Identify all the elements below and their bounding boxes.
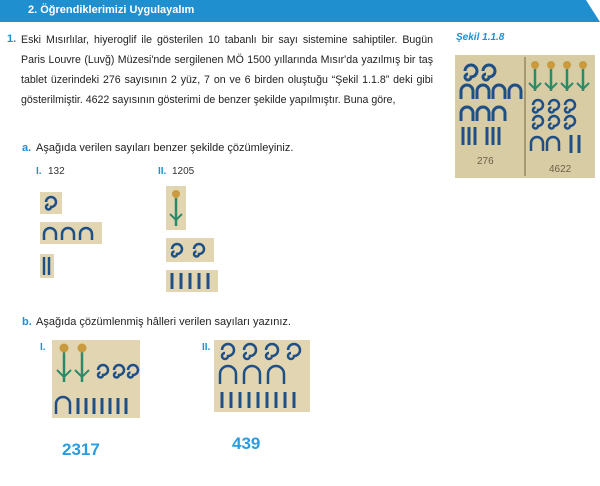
tile-1205-ones: [166, 270, 218, 292]
part-a-item-1-label: I.: [36, 166, 42, 177]
tile-132-ones: [40, 254, 54, 278]
tile-132-hundreds: [40, 192, 62, 214]
part-b-label: b.: [22, 316, 32, 328]
figure-caption: Şekil 1.1.8: [456, 32, 505, 43]
part-b-item-1-label: I.: [40, 342, 46, 353]
part-a-item-2-value: 1205: [172, 166, 195, 177]
hieroglyph-tablet-figure: [455, 55, 595, 178]
part-a-item-2-label: II.: [158, 166, 167, 177]
part-b-item-2-answer: 439: [232, 434, 261, 453]
glyphs-2317: [52, 340, 140, 418]
problem-text: Eski Mısırlılar, hiyeroglif ile gösterilen 10 tabanlı bir sayı sistemine sahiptiler. Bugün Paris Louvre (Luvğ) Müzesi'nde sergilenen MÖ 1500 yıllarında Mısır'da yazılmış bir taş tablet üzerindeki 276 sayısının 2 yüz, 7 on ve 6 birden oluştuğu “Şekil 1.1.8” deki gibi gösterilmiştir. 4622 sayısının gösterimi de benzer şekilde yapılmıştır. Buna göre,: [21, 34, 433, 106]
part-b-text: Aşağıda çözümlenmiş hâlleri verilen sayıları yazınız.: [36, 316, 291, 328]
figure-left-value: 276: [477, 156, 494, 167]
tile-132-tens: [40, 222, 102, 244]
tile-1205-thousands: [166, 186, 186, 230]
glyphs-439: [214, 340, 310, 412]
part-b-item-1-answer: 2317: [62, 440, 100, 459]
part-b-item-2-label: II.: [202, 342, 211, 353]
tablet-glyphs: [455, 55, 595, 178]
section-title: 2. Öğrendiklerimizi Uygulayalım: [28, 4, 195, 16]
part-a-text: Aşağıda verilen sayıları benzer şekilde çözümleyiniz.: [36, 142, 294, 154]
figure-right-value: 4622: [549, 164, 572, 175]
problem-number: 1.: [7, 33, 17, 45]
part-a-label: a.: [22, 142, 32, 154]
section-header: [0, 0, 600, 22]
tile-1205-hundreds: [166, 238, 214, 262]
part-a-item-1-value: 132: [48, 166, 65, 177]
